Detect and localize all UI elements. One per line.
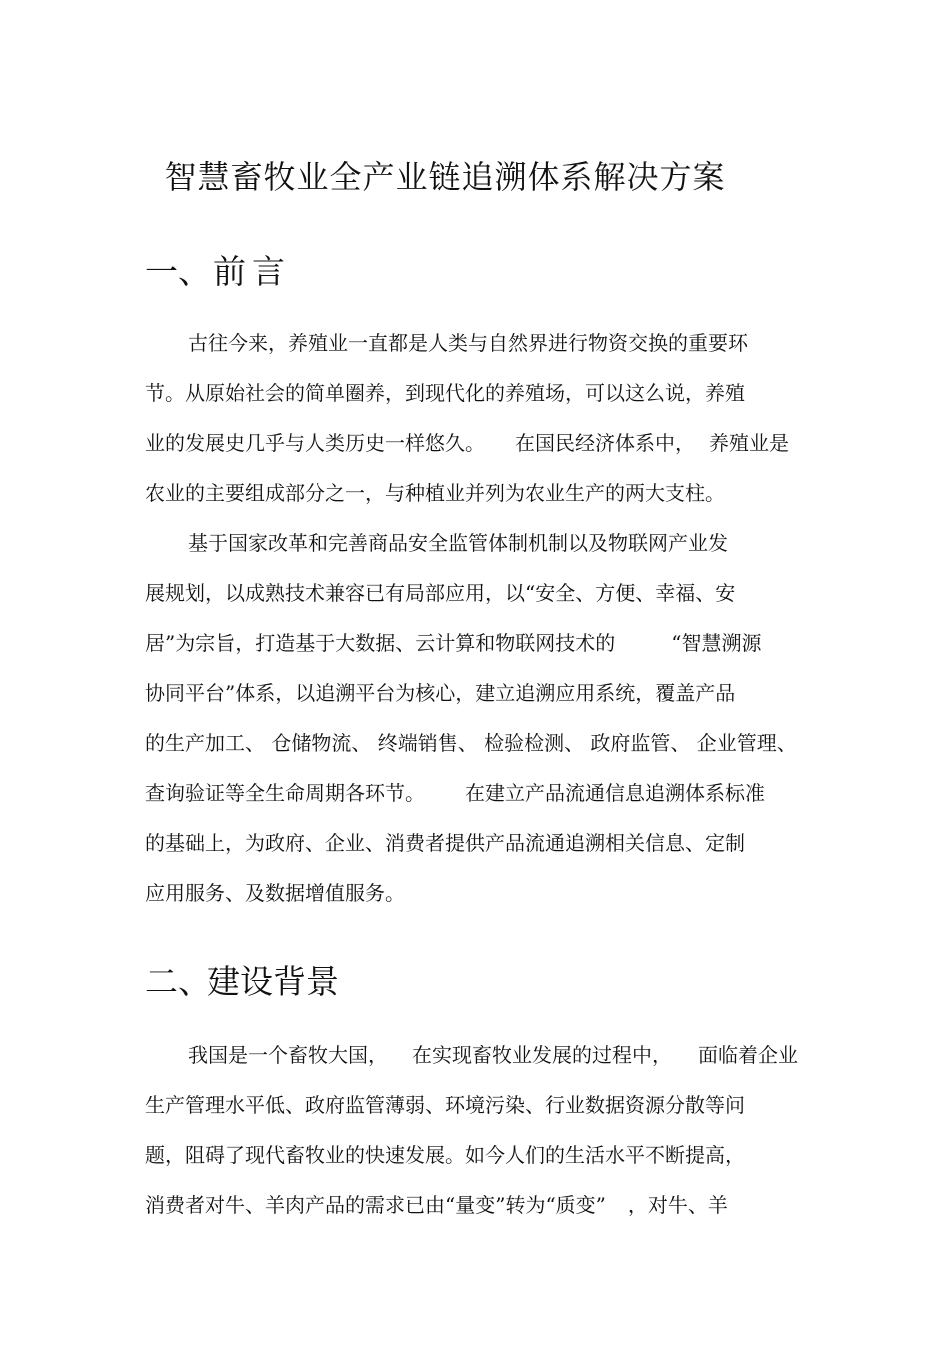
text-segment: 在实现畜牧业发展的过程中， [412, 1043, 672, 1067]
section-title: 前言 [213, 252, 291, 291]
paragraph-line [188, 1041, 798, 1069]
paragraph-line: 生产管理水平低、政府监管薄弱、环境污染、行业数据资源分散等问 [145, 1093, 745, 1117]
paragraph-line: 古往今来，养殖业一直都是人类与自然界进行物资交换的重要环 [188, 331, 748, 355]
paragraph-line [145, 1191, 728, 1219]
text-segment: 养殖业是 [709, 431, 789, 455]
text-segment: 业的发展史几乎与人类历史一样悠久。 [145, 431, 485, 455]
section-number: 一、 [145, 252, 211, 291]
paragraph-line: 协同平台”体系，以追溯平台为核心，建立追溯应用系统，覆盖产品 [145, 681, 736, 705]
text-segment: ，对牛、羊 [627, 1193, 728, 1217]
text-segment: 在建立产品流通信息追溯体系标准 [465, 781, 765, 805]
section-heading-background [145, 956, 339, 1003]
section-number: 二、 [145, 962, 211, 1001]
text-segment: 查询验证等全生命周期各环节。 [145, 781, 425, 805]
section-title: 建设背景 [207, 962, 339, 1001]
text-segment: 面临着企业 [698, 1043, 798, 1067]
paragraph-line [145, 629, 761, 657]
document-title: 智慧畜牧业全产业链追溯体系解决方案 [164, 158, 726, 196]
text-segment: 消费者对牛、羊肉产品的需求已由“量变”转为“质变” [145, 1193, 606, 1217]
paragraph-line: 基于国家改革和完善商品安全监管体制机制以及物联网产业发 [188, 531, 728, 555]
paragraph-line: 展规划，以成熟技术兼容已有局部应用，以“安全、方便、幸福、安 [145, 581, 736, 605]
paragraph-line [145, 779, 765, 807]
paragraph-line: 应用服务、及数据增值服务。 [145, 881, 405, 905]
paragraph-line: 的生产加工、 仓储物流、 终端销售、 检验检测、 政府监管、 企业管理、 [145, 731, 797, 755]
text-segment: 居”为宗旨，打造基于大数据、云计算和物联网技术的 [145, 631, 616, 655]
paragraph-line: 农业的主要组成部分之一，与种植业并列为农业生产的两大支柱。 [145, 481, 725, 505]
paragraph-line: 节。从原始社会的简单圈养，到现代化的养殖场，可以这么说，养殖 [145, 381, 745, 405]
text-segment: 在国民经济体系中， [515, 431, 695, 455]
paragraph-line: 的基础上，为政府、企业、消费者提供产品流通追溯相关信息、定制 [145, 831, 745, 855]
paragraph-line: 题，阻碍了现代畜牧业的快速发展。如今人们的生活水平不断提高， [145, 1143, 745, 1167]
text-segment: 我国是一个畜牧大国， [188, 1043, 388, 1067]
section-heading-preface [145, 246, 291, 293]
text-segment: “智慧溯源 [671, 631, 762, 655]
paragraph-line [145, 429, 789, 457]
